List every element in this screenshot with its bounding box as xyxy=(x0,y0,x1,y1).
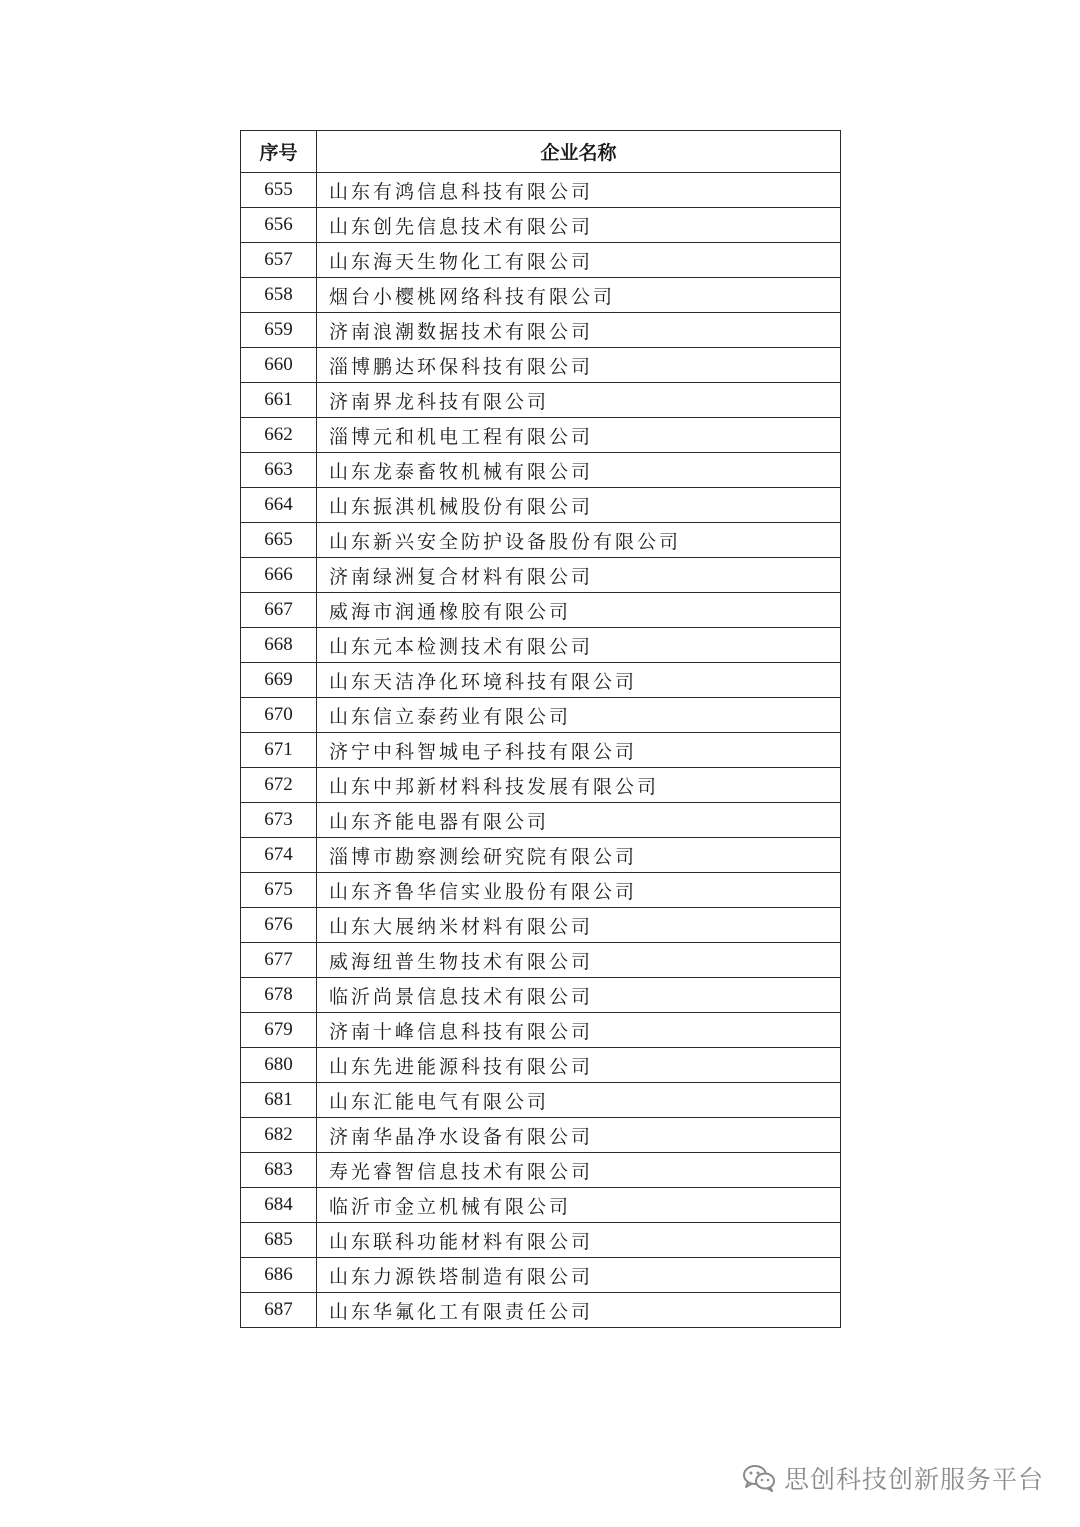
table-body xyxy=(241,173,841,1328)
table-row xyxy=(241,978,841,1013)
table-row xyxy=(241,1013,841,1048)
serial-number-cell: 659 xyxy=(241,313,317,348)
company-name-cell: 山东振淇机械股份有限公司 xyxy=(317,488,841,523)
company-name-cell: 山东有鸿信息科技有限公司 xyxy=(317,173,841,208)
serial-number-cell: 658 xyxy=(241,278,317,313)
company-name-cell: 济南十峰信息科技有限公司 xyxy=(317,1013,841,1048)
company-name-cell: 山东齐鲁华信实业股份有限公司 xyxy=(317,873,841,908)
serial-number-cell: 669 xyxy=(241,663,317,698)
table-row xyxy=(241,558,841,593)
table-row xyxy=(241,1083,841,1118)
serial-number-cell: 671 xyxy=(241,733,317,768)
serial-number-cell: 687 xyxy=(241,1293,317,1328)
serial-number-cell: 660 xyxy=(241,348,317,383)
header-company-name: 企业名称 xyxy=(317,131,841,173)
table-row xyxy=(241,418,841,453)
serial-number-cell: 668 xyxy=(241,628,317,663)
serial-number-cell: 681 xyxy=(241,1083,317,1118)
company-name-cell: 山东中邦新材料科技发展有限公司 xyxy=(317,768,841,803)
company-name-cell: 烟台小樱桃网络科技有限公司 xyxy=(317,278,841,313)
serial-number-cell: 655 xyxy=(241,173,317,208)
serial-number-cell: 674 xyxy=(241,838,317,873)
company-name-cell: 淄博市勘察测绘研究院有限公司 xyxy=(317,838,841,873)
serial-number-cell: 672 xyxy=(241,768,317,803)
serial-number-cell: 682 xyxy=(241,1118,317,1153)
table-row xyxy=(241,698,841,733)
serial-number-cell: 667 xyxy=(241,593,317,628)
company-name-cell: 山东新兴安全防护设备股份有限公司 xyxy=(317,523,841,558)
company-name-cell: 山东大展纳米材料有限公司 xyxy=(317,908,841,943)
company-name-cell: 山东信立泰药业有限公司 xyxy=(317,698,841,733)
company-name-cell: 济南浪潮数据技术有限公司 xyxy=(317,313,841,348)
serial-number-cell: 678 xyxy=(241,978,317,1013)
serial-number-cell: 675 xyxy=(241,873,317,908)
company-name-cell: 威海纽普生物技术有限公司 xyxy=(317,943,841,978)
serial-number-cell: 657 xyxy=(241,243,317,278)
serial-number-cell: 676 xyxy=(241,908,317,943)
serial-number-cell: 664 xyxy=(241,488,317,523)
table-row xyxy=(241,1118,841,1153)
table-row xyxy=(241,838,841,873)
table-row xyxy=(241,243,841,278)
company-name-cell: 威海市润通橡胶有限公司 xyxy=(317,593,841,628)
serial-number-cell: 679 xyxy=(241,1013,317,1048)
serial-number-cell: 686 xyxy=(241,1258,317,1293)
serial-number-cell: 673 xyxy=(241,803,317,838)
table-row xyxy=(241,1223,841,1258)
company-name-cell: 寿光睿智信息技术有限公司 xyxy=(317,1153,841,1188)
table-row xyxy=(241,523,841,558)
serial-number-cell: 662 xyxy=(241,418,317,453)
serial-number-cell: 685 xyxy=(241,1223,317,1258)
company-name-cell: 山东华氟化工有限责任公司 xyxy=(317,1293,841,1328)
table-row xyxy=(241,768,841,803)
company-name-cell: 临沂尚景信息技术有限公司 xyxy=(317,978,841,1013)
table-row xyxy=(241,803,841,838)
company-name-cell: 山东创先信息技术有限公司 xyxy=(317,208,841,243)
table-row xyxy=(241,733,841,768)
serial-number-cell: 684 xyxy=(241,1188,317,1223)
serial-number-cell: 665 xyxy=(241,523,317,558)
table-row xyxy=(241,1188,841,1223)
watermark xyxy=(742,1460,1044,1496)
serial-number-cell: 670 xyxy=(241,698,317,733)
company-name-cell: 山东齐能电器有限公司 xyxy=(317,803,841,838)
company-name-cell: 山东联科功能材料有限公司 xyxy=(317,1223,841,1258)
table-row xyxy=(241,208,841,243)
company-name-cell: 山东龙泰畜牧机械有限公司 xyxy=(317,453,841,488)
company-name-cell: 山东力源铁塔制造有限公司 xyxy=(317,1258,841,1293)
header-serial-number: 序号 xyxy=(241,131,317,173)
company-name-cell: 临沂市金立机械有限公司 xyxy=(317,1188,841,1223)
serial-number-cell: 680 xyxy=(241,1048,317,1083)
table-header-row xyxy=(241,131,841,173)
company-name-cell: 济南华晶净水设备有限公司 xyxy=(317,1118,841,1153)
table-row xyxy=(241,628,841,663)
serial-number-cell: 663 xyxy=(241,453,317,488)
company-name-cell: 济南绿洲复合材料有限公司 xyxy=(317,558,841,593)
table-row xyxy=(241,348,841,383)
table-row xyxy=(241,488,841,523)
company-name-cell: 山东元本检测技术有限公司 xyxy=(317,628,841,663)
company-name-cell: 淄博鹏达环保科技有限公司 xyxy=(317,348,841,383)
table-row xyxy=(241,908,841,943)
company-name-cell: 山东汇能电气有限公司 xyxy=(317,1083,841,1118)
table-row xyxy=(241,173,841,208)
company-name-cell: 山东先进能源科技有限公司 xyxy=(317,1048,841,1083)
table-row xyxy=(241,1153,841,1188)
table-row xyxy=(241,383,841,418)
serial-number-cell: 656 xyxy=(241,208,317,243)
table-row xyxy=(241,1048,841,1083)
serial-number-cell: 683 xyxy=(241,1153,317,1188)
serial-number-cell: 666 xyxy=(241,558,317,593)
table-row xyxy=(241,943,841,978)
table-row xyxy=(241,593,841,628)
table-row xyxy=(241,453,841,488)
company-name-cell: 淄博元和机电工程有限公司 xyxy=(317,418,841,453)
serial-number-cell: 677 xyxy=(241,943,317,978)
company-name-cell: 济南界龙科技有限公司 xyxy=(317,383,841,418)
company-name-cell: 山东海天生物化工有限公司 xyxy=(317,243,841,278)
company-list-table xyxy=(240,130,841,1328)
table-row xyxy=(241,278,841,313)
table-row xyxy=(241,1258,841,1293)
watermark-text: 思创科技创新服务平台 xyxy=(783,1465,1044,1494)
serial-number-cell: 661 xyxy=(241,383,317,418)
wechat-icon xyxy=(742,1464,776,1492)
company-name-cell: 济宁中科智城电子科技有限公司 xyxy=(317,733,841,768)
table-row xyxy=(241,1293,841,1328)
table-row xyxy=(241,663,841,698)
table-row xyxy=(241,313,841,348)
table-row xyxy=(241,873,841,908)
company-name-cell: 山东天洁净化环境科技有限公司 xyxy=(317,663,841,698)
